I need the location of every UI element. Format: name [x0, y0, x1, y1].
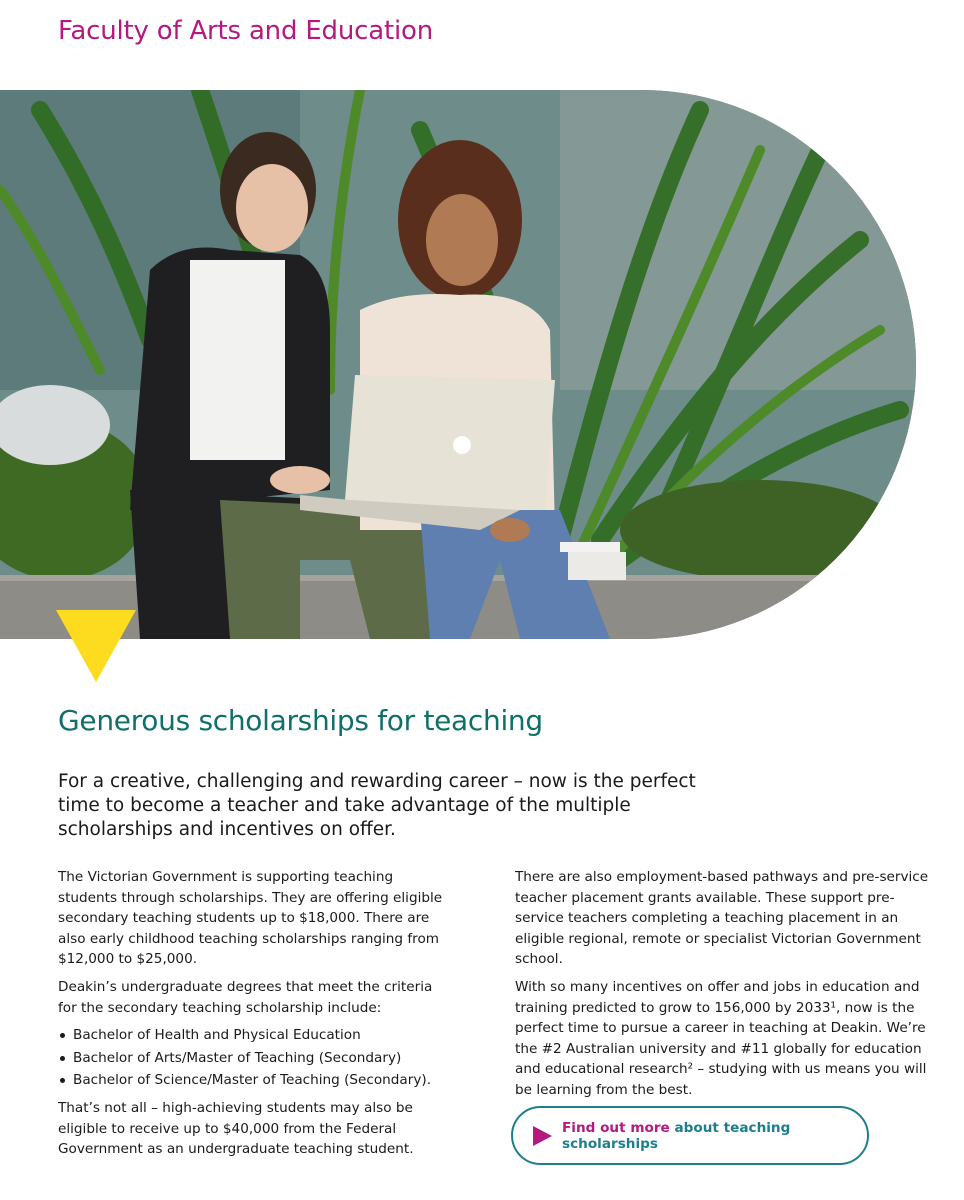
right-column: [515, 867, 935, 1108]
left-paragraph-3: That’s not all – high-achieving students may also be eligible to receive up to $40,000 from the Federal Government as an undergraduate teaching student.: [58, 1099, 414, 1158]
left-column: [58, 867, 453, 1167]
page-heading: Generous scholarships for teaching: [58, 704, 543, 737]
list-item: Bachelor of Science/Master of Teaching (Secondary).: [58, 1070, 453, 1091]
play-arrow-icon: [533, 1126, 552, 1146]
intro-text: For a creative, challenging and rewarding career – now is the perfect time to become a teacher and take advantage of the multiple scholarships and incentives on offer.: [58, 771, 696, 840]
list-item: Bachelor of Health and Physical Education: [58, 1025, 453, 1046]
left-paragraph-1: The Victorian Government is supporting teaching students through scholarships. They are offering eligible secondary teaching students up to $18,000. There are also early childhood teaching scholarships ranging from $12,000 to $25,000.: [58, 869, 443, 968]
hero-illustration: [0, 90, 916, 639]
faculty-title: Faculty of Arts and Education: [58, 16, 433, 46]
left-paragraph-2: Deakin’s undergraduate degrees that meet the criteria for the secondary teaching scholarship include:: [58, 978, 433, 1016]
right-paragraph-2: With so many incentives on offer and jobs in education and training predicted to grow to 156,000 by 2033¹, now is the perfect time to pursue a career in teaching at Deakin. We’re the #2 Australian university and #11 globally for education and educational research² – studying with us means you will be learning from the best.: [515, 978, 927, 1098]
list-item: Bachelor of Arts/Master of Teaching (Secondary): [58, 1048, 453, 1069]
yellow-triangle-decoration: [56, 610, 136, 682]
hero-photo: [0, 90, 916, 639]
cta-label-part-1: Find out more: [562, 1119, 675, 1136]
degree-list: [58, 1025, 453, 1091]
cta-label-part-2: about teaching scholarships: [562, 1119, 791, 1152]
cta-label: [562, 1120, 867, 1152]
find-out-more-button[interactable]: [511, 1106, 869, 1165]
right-paragraph-1: There are also employment-based pathways and pre-service teacher placement grants available. These support pre-service teachers completing a teaching placement in an eligible regional, remote or specialist Victorian Government school.: [515, 869, 929, 968]
